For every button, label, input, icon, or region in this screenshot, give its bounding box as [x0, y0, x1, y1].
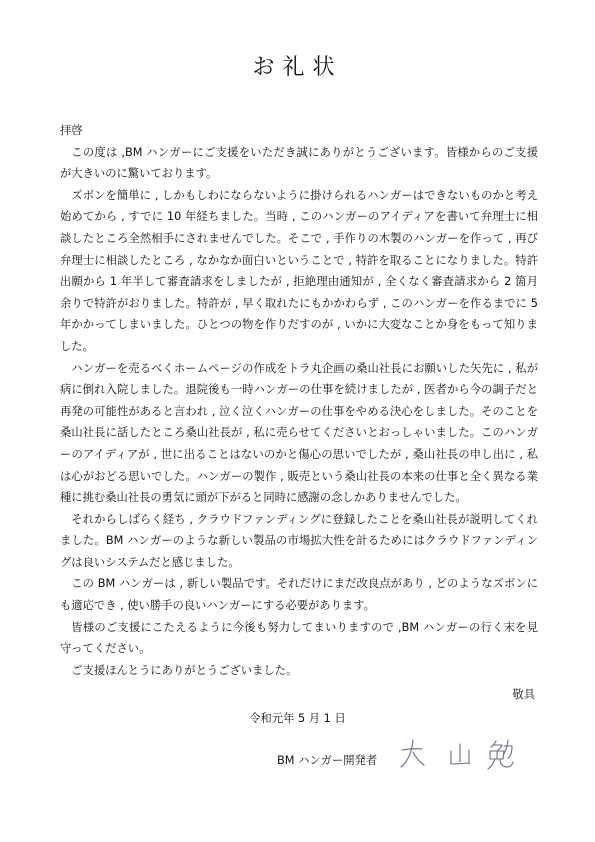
letter-title: お礼状 [252, 55, 343, 80]
letter-body [60, 120, 538, 681]
paragraph-3: ハンガーを売るべくホームページの作成をトラ丸企画の桑山社長にお願いした矢先に , 私が病に倒れ入院しました。退院後も一時ハンガーの仕事を続けましたが , 医者から今の調子だと再発の可能性があると言われ , 泣く泣くハンガーの仕事をやめる決心をしました。そのことを桑山社長に話したところ桑山社長が , 私に売らせてくださいとおっしゃいました。このハンガーのアイディアが , 世に出ることはないのかと傷心の思いでしたが , 桑山社長の申し出に , 私は心がおどる思いでした。ハンガーの製作 , 販売という桑山社長の本来の仕事と全く異なる業種に挑む桑山社長の勇気に頭が下がると同時に感謝の念しかありませんでした。 [60, 361, 538, 505]
paragraph-1: この度は ,BM ハンガーにご支援をいただき誠にありがとうございます。皆様からのご支援が大きいのに驚いております。 [60, 145, 538, 181]
paragraph-7: ご支援ほんとうにありがとうございました。 [71, 663, 298, 677]
handwritten-signature [398, 734, 534, 774]
greeting: 拝啓 [60, 124, 83, 137]
paragraph-4: それからしばらく経ち , クラウドファンディングに登録したことを桑山社長が説明してくれました。BM ハンガーのような新しい製品の市場拡大性を計るためにはクラウドファンディングは良いシステムだと感じました。 [60, 512, 538, 569]
closing-remark: 敬具 [512, 688, 535, 701]
letter-date: 令和元年 5 月 1 日 [249, 712, 346, 725]
sender-name: BM ハンガー開発者 [277, 754, 378, 767]
paragraph-5: この BM ハンガーは , 新しい製品です。それだけにまだ改良点があり , どのようなズボンにも適応でき , 使い勝手の良いハンガーにする必要があります。 [60, 577, 538, 613]
paragraph-2: ズボンを簡単に , しかもしわにならないように掛けられるハンガーはできないものかと考え始めてから , すでに 10 年経ちました。当時 , このハンガーのアイディアを書いて弁理士に相談したところ全然相手にされませんでした。そこで , 手作りの木製のハンガーを作って , 再び弁理士に相談したところ , なかなか面白いということで , 特許を取ることになりました。特許出願から 1 年半して審査請求をしましたが , 拒絶理由通知が , 全くなく審査請求から 2 箇月余りで特許がおりました。特許が , 早く取れたにもかかわらず , このハンガーを作るまでに 5 年かかってしまいました。ひとつの物を作りだすのが , いかに大変なことか身をもって知りました。 [60, 188, 538, 353]
paragraph-6: 皆様のご支援にこたえるように今後も努力してまいりますので ,BM ハンガーの行く末を見守ってください。 [60, 620, 538, 656]
